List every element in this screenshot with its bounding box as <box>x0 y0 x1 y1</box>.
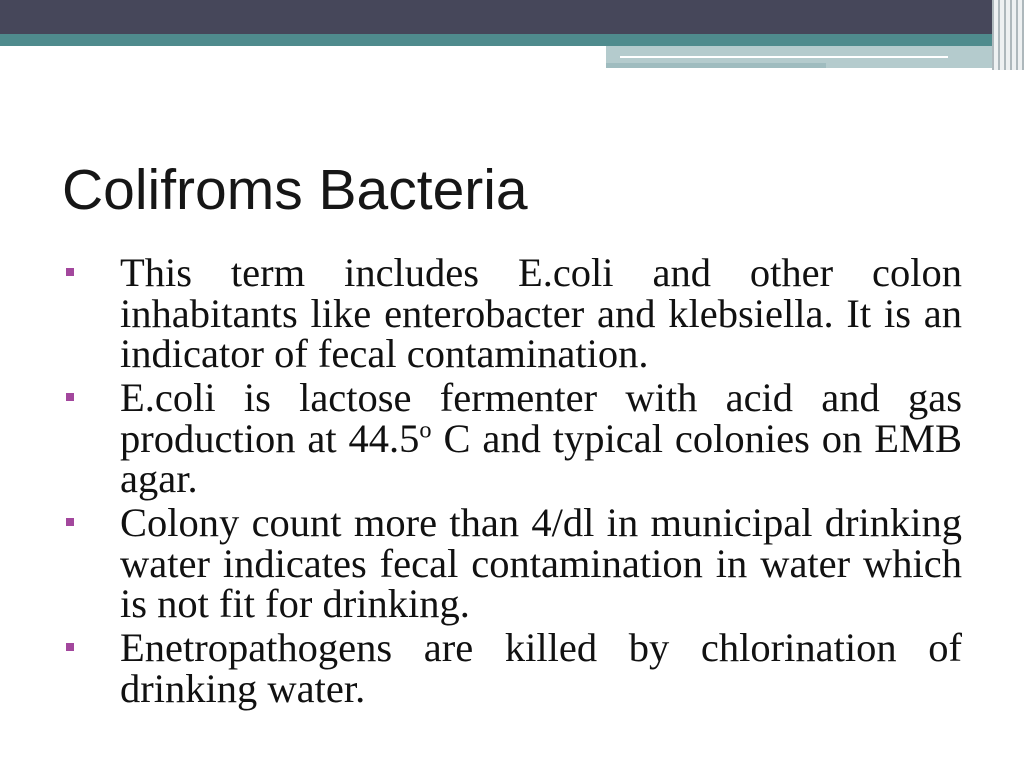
bullet-text: This term includes E.coli and other colon inhabitants like enterobacter and klebsiella. It is an indicator of fecal contamination. <box>120 250 962 376</box>
square-bullet-icon <box>66 268 74 276</box>
bullet-item <box>120 250 962 376</box>
header-accent-strip <box>606 63 826 68</box>
bullet-item <box>120 375 962 501</box>
bullet-text-part: E.coli is lactose fermenter with acid and gas production at 44.5 <box>120 375 962 461</box>
bullet-text-part: C and typical colonies on EMB agar. <box>120 415 962 501</box>
slide-title: Colifroms Bacteria <box>62 158 528 222</box>
bullet-text <box>120 375 962 501</box>
square-bullet-icon <box>66 643 74 651</box>
header-vertical-stripes <box>992 0 1024 70</box>
bullet-item <box>120 625 962 711</box>
bullet-text: Enetropathogens are killed by chlorination of drinking water. <box>120 625 962 711</box>
bullet-item <box>120 500 962 626</box>
header-teal-band <box>0 34 992 46</box>
bullet-list <box>120 250 962 711</box>
degree-superscript: o <box>419 415 432 443</box>
square-bullet-icon <box>66 393 74 401</box>
header-accent-line <box>620 56 948 58</box>
header-dark-bar <box>0 0 992 34</box>
square-bullet-icon <box>66 518 74 526</box>
bullet-text: Colony count more than 4/dl in municipal drinking water indicates fecal contamination in water which is not fit for drinking. <box>120 500 962 626</box>
